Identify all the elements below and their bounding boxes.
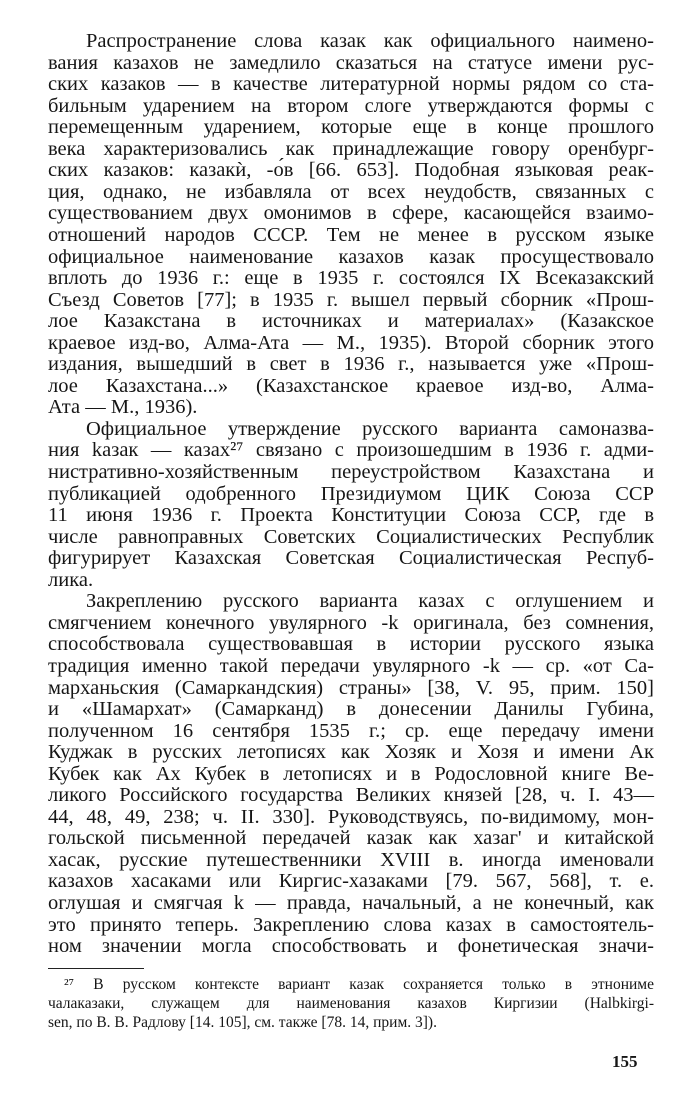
body-line: Распространение слова казак как официального наимено- [86,30,654,52]
body-line: краевое изд-во, Алма-Ата — М., 1935). Второй сборник этого [48,331,654,354]
body-line: фигурирует Казахская Советская Социалистическая Респуб- [48,547,654,570]
body-line: официальное наименование казахов казак просуществовало [48,245,654,268]
body-line: 11 июня 1936 г. Проекта Конституции Союза ССР, где в [48,504,654,527]
body-line: Ата — М., 1936). [48,396,198,419]
body-line: ликого Российского государства Великих князей [28, ч. I. 43— [48,784,654,807]
body-line: вплоть до 1936 г.: еще в 1935 г. состоялся IX Всеказакский [48,267,654,290]
body-line: публикацией одобренного Президиумом ЦИК Союза ССР [48,482,654,505]
body-line: лое Казакстана в источниках и материалах» (Казакское [48,310,654,333]
body-line: существованием двух омонимов в сфере, касающейся взаимо- [48,202,654,225]
body-line: способствовала существовавшая в истории русского языка [48,633,654,656]
body-line: полученном 16 сентября 1535 г.; ср. еще передачу имени [48,719,654,742]
body-line: лое Казахстана...» (Казахстанское краевое изд-во, Алма- [48,374,654,397]
body-line: бильным ударением на втором слоге утверждаются формы с [48,94,654,117]
body-line: лика. [48,568,94,591]
body-line: традиция именно такой передачи увулярного -k — ср. «от Са- [48,654,654,677]
body-line: века характеризовались как принадлежащие говору оренбург- [48,137,654,160]
body-line: оглушая и смягчая k — правда, начальный, а не конечный, как [48,892,654,914]
body-line: это принято теперь. Закреплению слова казах в самостоятель- [48,913,654,936]
body-line: ния kазак — казах²⁷ связано с произошедшим в 1936 г. адми- [48,439,654,462]
footnote-line: sen, по В. В. Радлову [14. 105], см. также [78. 14, прим. 3]). [48,1014,437,1031]
body-line: казахов хасаками или Киргис-хазаками [79. 567, 568], т. е. [48,870,654,893]
body-line: марханьския (Самаркандския) страны» [38, V. 95, прим. 150] [48,676,654,699]
body-line: гольской письменной передачей казак как хазаг' и китайской [48,827,654,850]
body-line: издания, вышедший в свет в 1936 г., называется уже «Прош- [48,353,654,376]
body-line: ских казаков: казакѝ, -о́в [66. 653]. Подобная языковая реак- [48,159,654,182]
body-line: Официальное утверждение русского варианта самоназва- [86,417,654,440]
footnote-line: чалаказаки, служащем для наименования казахов Киргизии (Halbkirgi- [48,995,654,1012]
body-line: хасак, русские путешественники XVIII в. иногда именовали [48,848,654,871]
body-line: Кубек как Ах Кубек в летописях и в Родословной книге Ве- [48,762,654,785]
body-line: ция, однако, не избавляла от всех неудобств, связанных с [48,180,654,203]
body-line: и «Шамархат» (Самарканд) в донесении Данилы Губина, [48,698,654,721]
body-line: вания казахов не замедлило сказаться на статусе имени рус- [48,51,654,74]
body-line: отношений народов СССР. Тем не менее в русском языке [48,223,654,246]
body-line: ном значении могла способствовать и фонетическая значи- [48,935,654,958]
footnote-rule [48,968,144,969]
body-line: Закреплению русского варианта казах с оглушением и [86,590,654,613]
body-line: нистративно-хозяйственным переустройством Казахстана и [48,461,654,483]
body-line: перемещенным ударением, которые еще в конце прошлого [48,116,654,139]
page-number: 155 [612,1052,638,1071]
body-line: Съезд Советов [77]; в 1935 г. вышел первый сборник «Прош- [48,288,654,311]
body-line: ских казаков — в качестве литературной нормы рядом со ста- [48,73,654,96]
footnote-line: ²⁷ В русском контексте вариант казак сохраняется только в этнониме [64,976,654,993]
body-line: смягчением конечного увулярного -k оригинала, без сомнения, [48,611,654,634]
body-line: числе равноправных Советских Социалистических Республик [48,525,654,548]
body-line: 44, 48, 49, 238; ч. II. 330]. Руководствуясь, по-видимому, мон- [48,805,654,828]
body-line: Куджак в русских летописях как Хозяк и Хозя и имени Ак [48,741,654,764]
